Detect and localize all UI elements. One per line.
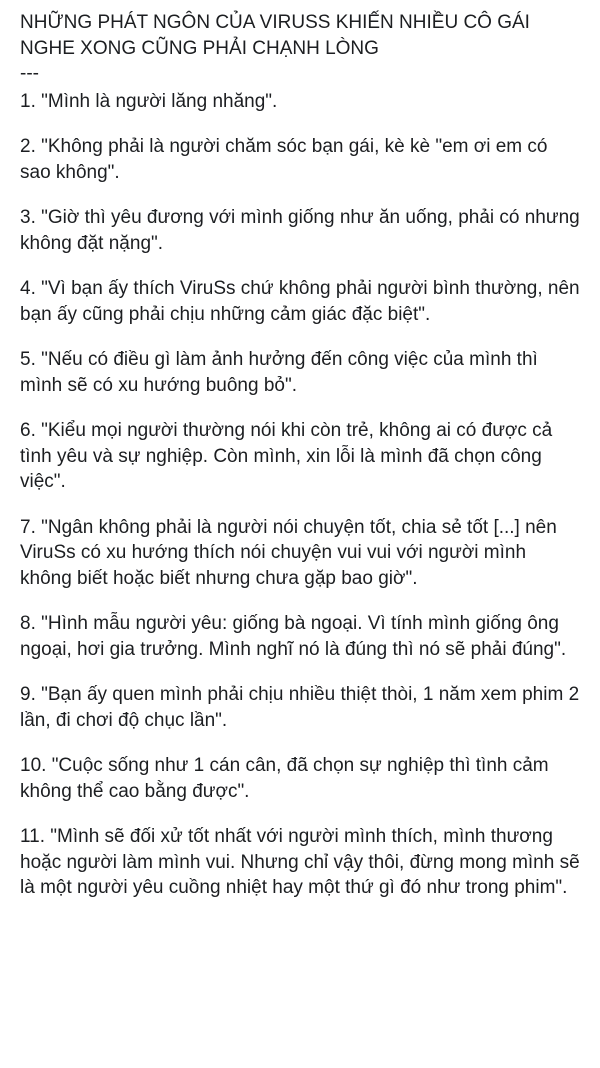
quote-item-8: 8. "Hình mẫu người yêu: giống bà ngoại. Vì tính mình giống ông ngoại, hơi gia trưởng. Mình nghĩ nó là đúng thì nó sẽ phải đúng".: [20, 613, 567, 660]
quote-item-9: 9. "Bạn ấy quen mình phải chịu nhiều thiệt thòi, 1 năm xem phim 2 lần, đi chơi độ chục lần".: [20, 684, 585, 731]
quote-item-3: 3. "Giờ thì yêu đương với mình giống như ăn uống, phải có nhưng không đặt nặng".: [20, 207, 586, 254]
post-body: [20, 10, 586, 901]
quote-item-11: 11. "Mình sẽ đối xử tốt nhất với người mình thích, mình thương hoặc người làm mình vui. Nhưng chỉ vậy thôi, đừng mong mình sẽ là một người yêu cuồng nhiệt hay một thứ gì đó như trong phim".: [20, 826, 585, 898]
post-title: NHỮNG PHÁT NGÔN CỦA VIRUSS KHIẾN NHIỀU CÔ GÁI NGHE XONG CŨNG PHẢI CHẠNH LÒNG: [20, 12, 530, 59]
quote-item-6: 6. "Kiểu mọi người thường nói khi còn trẻ, không ai có được cả tình yêu và sự nghiệp. Còn mình, xin lỗi là mình đã chọn công việc".: [20, 420, 558, 492]
quote-item-5: 5. "Nếu có điều gì làm ảnh hưởng đến công việc của mình thì mình sẽ có xu hướng buông bỏ".: [20, 349, 544, 396]
quote-item-4: 4. "Vì bạn ấy thích ViruSs chứ không phải người bình thường, nên bạn ấy cũng phải chịu những cảm giác đặc biệt".: [20, 278, 585, 325]
quote-item-1: 1. "Mình là người lăng nhăng".: [20, 90, 278, 112]
quote-item-7: 7. "Ngân không phải là người nói chuyện tốt, chia sẻ tốt [...] nên ViruSs có xu hướng thích nói chuyện vui vui với người mình không biết hoặc biết nhưng chưa gặp bao giờ".: [20, 516, 563, 589]
quote-item-10: 10. "Cuộc sống như 1 cán cân, đã chọn sự nghiệp thì tình cảm không thể cao bằng được".: [20, 755, 554, 802]
quote-item-2: 2. "Không phải là người chăm sóc bạn gái, kè kè "em ơi em có sao không".: [20, 136, 553, 183]
divider-line: ---: [20, 63, 39, 84]
